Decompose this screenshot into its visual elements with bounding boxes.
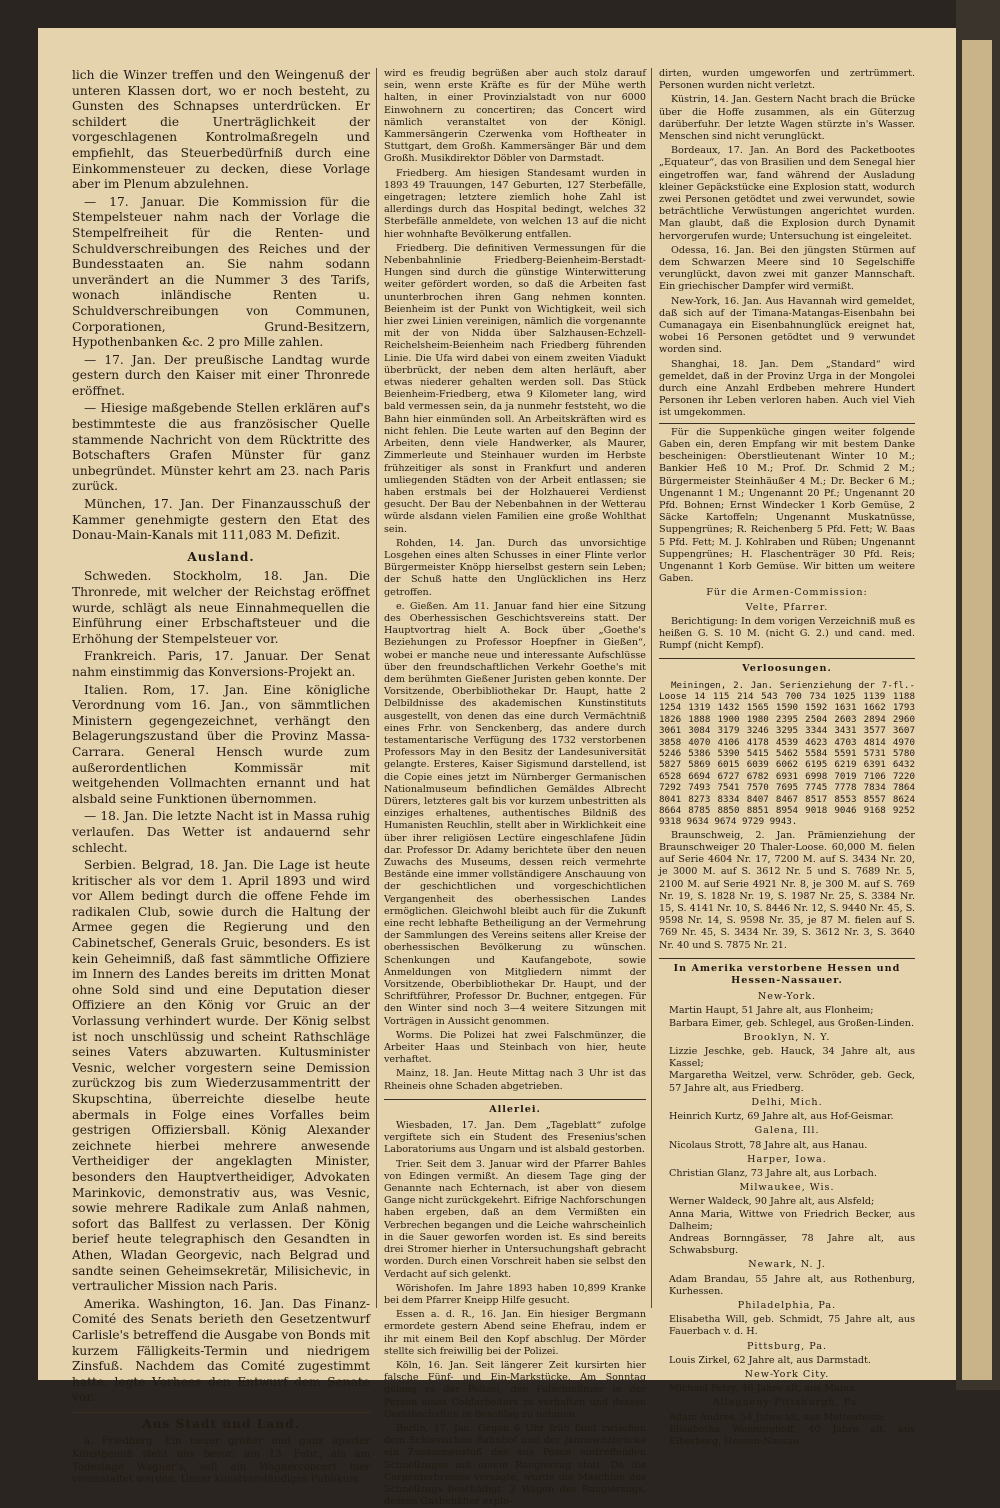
donation-notice [659, 423, 915, 653]
adjacent-page-edge [956, 0, 1000, 1390]
paragraph: Braunschweig, 2. Jan. Prämienziehung der Braunschweiger 20 Thaler-Loose. 60,000 M. fielen auf Serie 4604 Nr. 17, 7200 M. auf S. 3434 Nr. 20, je 3000 M. auf S. 3612 Nr. 5 und S. 7689 Nr. 5, 2100 M. auf Serie 4921 Nr. 8, je 300 M. auf S. 769 Nr. 19, S. 1828 Nr. 19, S. 1987 Nr. 25, S. 3384 Nr. 15, S. 4141 Nr. 10, S. 8446 Nr. 12, S. 9440 Nr. 45, S. 9598 Nr. 14, S. 9598 Nr. 35, je 87 M. fielen auf S. 769 Nr. 45, S. 3434 Nr. 39, S. 3612 Nr. 3, S. 3640 Nr. 40 und S. 7875 Nr. 21. [659, 829, 915, 951]
paragraph: Essen a. d. R., 16. Jan. Ein hiesiger Bergmann ermordete gestern Abend seine Ehefrau, indem er ihr mit einem Beil den Kopf abschlug. Der Mörder stellte sich freiwillig bei der Polizei. [384, 1309, 646, 1357]
place-heading: Harper, Iowa. [747, 1153, 827, 1165]
obituary-entry: Michael Petry, 46 Jahre alt, aus Mainz. [669, 1383, 858, 1395]
obituary-entry: Lizzie Jeschke, geb. Hauck, 34 Jahre alt, aus Kassel; [669, 1046, 915, 1070]
place-heading: Pittsburg, Pa. [746, 1340, 828, 1352]
column-2 [384, 68, 646, 1508]
obituary-entry: Christian Glanz, 73 Jahre alt, aus Lorbach. [669, 1167, 877, 1179]
paragraph: Friedberg. Die definitiven Vermessungen für die Nebenbahnlinie Friedberg-Beienheim-Berstadt-Hungen sind durch die günstige Winterwitterung weiter gefördert worden, so daß die Arbeiten fast ununterbrochen ihren Gang nehmen konnten. Beienheim ist der Punkt von Wichtigkeit, weil sich hier zwei Linien vereinigen, nämlich die vorgenannte mit der von Nidda über Salzhausen-Echzell-Reichelsheim-Beienheim nach Friedberg führenden Linie. Die Ufa wird dabei von einem zweiten Viadukt überbrückt, der neben dem alten herläuft, aber etwas niederer gehalten werden soll. Das Stück Beienheim-Friedberg, etwa 9 Kilometer lang, wird bald vermessen sein, da ja nunmehr feststeht, wo die Bahn hier einmünden soll. An Arbeitskräften wird es nicht fehlen. Die Leute warten auf den Beginn der Arbeiten, denn viele Handwerker, als Maurer, Zimmerleute und Steinhauer wurden im Herbste frühzeitiger als sonst in Frankfurt und anderen umliegenden Städten von der Arbeit entlassen; sie haben erstmals bei der Holzhauerei Verdienst gesucht. Der Bau der Nebenbahnen in der Wetterau würde alsdann vielen Familien eine große Wohlthat sein. [384, 242, 646, 535]
column-divider [376, 68, 377, 1308]
obituary-entry: Adam Brandau, 55 Jahre alt, aus Rothenburg, Kurhessen. [669, 1273, 915, 1297]
section-heading-stadt-land: Aus Stadt und Land. [72, 1412, 370, 1433]
next-page-strip [962, 40, 992, 1380]
paragraph: Trier. Seit dem 3. Januar wird der Pfarrer Bahles von Edingen vermißt. An diesem Tage ging der Genannte nach Echternach, ist aber von diesem Gange nicht zurückgekehrt. Eifrige Nachforschungen haben ergeben, daß an dem Vermißten ein Verbrechen begangen und die Leiche wahrscheinlich in die Sauer geworfen worden ist. Es sind bereits drei Stromer hierher in Untersuchungshaft gebracht worden. Durch einen Vorschreit haben sie selbst den Verdacht auf sich gelenkt. [384, 1158, 646, 1280]
obituary-entry: Elisabetha Will, geb. Schmidt, 75 Jahre alt, aus Fauerbach v. d. H. [669, 1314, 915, 1338]
place-heading: New-York. [757, 991, 817, 1003]
section-heading-amerika: In Amerika verstorbene Hessen und Hessen-Nassauer. [659, 958, 915, 987]
section-heading-verloosungen: Verloosungen. [659, 658, 915, 675]
obituary-entry: Margaretha Weitzel, verw. Schröder, geb. Geck, 57 Jahre alt, aus Friedberg. [669, 1070, 915, 1094]
paragraph: Berlin, 17. Jan. Gegen 6 Uhr früh fand zwischen dem Schlesischen Bahnhof und der Jannowitzbrücke ein Zusammenstoß des aus Posen eintreffenden Schnellzuges mit einem Rangierzug statt. Da die Carpenterbremse versagte, wurde die Maschine des Schnellzugs beschädigt. 2 Wagen des Rangierzugs, dessen Gasbehälter explo- [384, 1422, 646, 1508]
paragraph: wird es freudig begrüßen aber auch stolz darauf sein, wenn erste Kräfte es für der Mühe werth halten, in einer Provinzialstadt von nur 6000 Einwohnern zu concertiren; das Concert wird nämlich veranstaltet von der Königl. Kammersängerin Czerwenka vom Hoftheater in Stuttgart, dem Großh. Kammersänger Bär und dem Großh. Musikdirektor Döbler von Darmstadt. [384, 68, 646, 165]
signature-line: Für die Armen-Commission: [706, 587, 868, 599]
obituary-entry: Martin Haupt, 51 Jahre alt, aus Flonheim; [669, 1005, 874, 1017]
paragraph: dirten, wurden umgeworfen und zertrümmert. Personen wurden nicht verletzt. [659, 68, 915, 92]
obituary-entry: Andreas Bornngässer, 78 Jahre alt, aus Schwabsburg. [669, 1232, 915, 1257]
obituary-entry: Louis Zirkel, 62 Jahre alt, aus Darmstadt. [669, 1354, 871, 1366]
paragraph: — 17. Jan. Der preußische Landtag wurde gestern durch den Kaiser mit einer Thronrede eröffnet. [72, 352, 370, 398]
paragraph: Bordeaux, 17. Jan. An Bord des Packetbootes „Equateur“, das von Brasilien und dem Senegal hier eingetroffen war, fand während der Ausladung kleiner Gepäckstücke eine Explosion statt, wodurch zwei Personen getödtet und zwei verwundet, sowie beträchtliche Verwüstungen angerichtet wurden. Man glaubt, daß die Explosion durch Dynamit hervorgerufen wurde; Untersuchung ist eingeleitet. [659, 145, 915, 242]
paragraph: Serbien. Belgrad, 18. Jan. Die Lage ist heute kritischer als vor dem 1. April 1893 und wird vor Allem bedingt durch die offene Fehde im radikalen Club, sowie durch die Haltung der Armee gegen die Regierung und den Cabinetschef, Generals Gruic, besonders. Es ist kein Geheimniß, daß fast sämmtliche Offiziere im Innern des Landes bereits im dritten Monat ohne Sold sind und eine Deputation dieser Offiziere an den König vor Gruic an der Vorlassung verhindert wurde. Der König selbst ist noch unschlüssig und scheint Rathschläge seines Vaters abzuwarten. Kultusminister Vesnic, welcher vorgestern seine Demission zurückzog bis zum Wiederzusammentritt der Skupschtina, überreichte dieselbe heute abermals in Folge eines Vorfalles beim gestrigen Offiziersball. König Alexander zeichnete hierbei mehrere anwesende Vertheidiger der angeklagten Minister, besonders den Hauptvertheidiger, Advokaten Marinkovic, demonstrativ aus, was Vesnic, sowie mehrere Radikale zum Anlaß nahmen, sofort das Ballfest zu verlassen. Der König berief heute telegraphisch den Gesandten in Athen, Wladan Georgevic, nach Belgrad und sandte seinen Geheimsekretär, Milisichevic, in vertraulicher Mission nach Paris. [72, 858, 370, 1294]
paragraph: — 18. Jan. Die letzte Nacht ist in Massa ruhig verlaufen. Das Wetter ist andauernd sehr schlecht. [72, 809, 370, 855]
column-3 [659, 68, 915, 1447]
paragraph: Worms. Die Polizei hat zwei Falschmünzer, die Arbeiter Haas und Steinbach von hier, heute verhaftet. [384, 1029, 646, 1066]
obituary-entry: Barbara Eimer, geb. Schlegel, aus Großen-Linden. [669, 1017, 915, 1029]
paragraph: Frankreich. Paris, 17. Januar. Der Senat nahm einstimmig das Konversions-Projekt an. [72, 649, 370, 679]
paragraph: Wiesbaden, 17. Jan. Dem „Tageblatt“ zufolge vergiftete sich ein Student des Fresenius'schen Laboratoriums aus Ungarn und ist alsbald gestorben. [384, 1120, 646, 1156]
paragraph: lich die Winzer treffen und den Weingenuß der unteren Klassen dort, wo er noch besteht, zu Gunsten des Schnapses unterdrücken. Er schildert die Unerträglichkeit der vorgeschlagenen Kontrolmaßregeln und empfiehlt, das Steuerbedürfniß durch eine Einkommensteuer zu decken, diese Vorlage aber im Plenum abzulehnen. [72, 68, 370, 192]
paragraph: a. Friedberg. Ein neuer großer und ganz aparter Kunstgenuß steht uns bevor: am 13. Febr., als am Todestage Wagner's, soll ein Wagnerconcert hier veranstaltet werden. Unser kunstverständiges Publikum [72, 1436, 370, 1486]
paragraph: Mainz, 18. Jan. Heute Mittag nach 3 Uhr ist das Rheineis ohne Schaden abgetrieben. [384, 1068, 646, 1092]
paragraph: Berichtigung: In dem vorigen Verzeichniß muß es heißen G. S. 10 M. (nicht G. 2.) und cand. med. Rumpf (nicht Kempf). [659, 615, 915, 652]
place-heading: Milwaukee, Wis. [739, 1182, 835, 1194]
newspaper-page [38, 28, 956, 1508]
paragraph: Rohden, 14. Jan. Durch das unvorsichtige Losgehen eines alten Schusses in einer Flinte verlor Bürgermeister Knöpp hierselbst gestern sein Leben; der Schuß hatte den Unglücklichen ins Herz getroffen. [384, 537, 646, 598]
obituary-entry: Heinrich Kurtz, 69 Jahre alt, aus Hof-Geismar. [669, 1111, 894, 1123]
paragraph: New-York, 16. Jan. Aus Havannah wird gemeldet, daß sich auf der Timana-Matangas-Eisenbahn bei Cumanagaya ein Eisenbahnunglück ereignet hat, wobei 16 Personen getödtet und 9 verwundet worden sind. [659, 295, 915, 356]
obituary-entry: Werner Waldeck, 90 Jahre alt, aus Alsfeld; [669, 1196, 875, 1208]
place-heading: Allegheny-Pittsburgh, Pa. [712, 1397, 862, 1409]
paragraph: München, 17. Jan. Der Finanzausschuß der Kammer genehmigte gestern den Etat des Donau-Main-Kanals mit 111,083 M. Defizit. [72, 497, 370, 543]
paragraph: Schweden. Stockholm, 18. Jan. Die Thronrede, mit welcher der Reichstag eröffnet wurde, schlägt als neue Einnahmequellen die Einführung einer Erbschaftsteuer und die Erhöhung der Stempelsteuer vor. [72, 569, 370, 646]
place-heading: Newark, N. J. [748, 1259, 826, 1271]
paragraph: Für die Suppenküche gingen weiter folgende Gaben ein, deren Empfang wir mit bestem Danke bescheinigen: Oberstlieutenant Winter 10 M.; Bankier Heß 10 M.; Prof. Dr. Schmid 2 M.; Bürgermeister Steinhäußer 4 M.; Dr. Becker 6 M.; Ungenannt 1 M.; Ungenannt 20 Pf.; Ungenannt 20 Pfd. Bohnen; Ernst Windecker 1 Korb Gemüse, 2 Säcke Kartoffeln; Ungenannt Muskatnüsse, Suppengrünes; R. Reichenberg 5 Pfd. Fett; W. Baas 5 Pfd. Fett; M. J. Kohlraben und Rüben; Ungenannt Suppengrünes; H. Flaschenträger 30 Pfd. Reis; Ungenannt 1 Korb Gemüse. Wir bitten um weitere Gaben. [659, 426, 915, 585]
paragraph: — 17. Januar. Die Kommission für die Stempelsteuer nahm nach der Vorlage die Stempelfreiheit für die Renten- und Schuldverschreibungen des Reiches und der Bundesstaaten an. Sie nahm sodann unverändert an die Nummer 3 des Tarifs, wonach inländische Renten u. Schuldverschreibungen von Communen, Corporationen, Grund-Besitzern, Hypothenbanken &c. 2 pro Mille zahlen. [72, 194, 370, 350]
section-heading-ausland: Ausland. [187, 549, 255, 564]
place-heading: New-York City. [744, 1368, 830, 1380]
obituary-entry: Elisabetha Wenninghoff, 40 Jahre alt, aus Elberberg, Hessen-Nassau. [669, 1423, 915, 1447]
paragraph: Küstrin, 14. Jan. Gestern Nacht brach die Brücke über die Hoffe zusammen, als ein Güterzug darüberfuhr. Der letzte Wagen stürzte in's Wasser. Menschen sind nicht verunglückt. [659, 94, 915, 143]
place-heading: Brooklyn, N. Y. [743, 1031, 831, 1043]
column-1 [72, 68, 370, 1486]
lottery-numbers: Meiningen, 2. Jan. Serienziehung der 7-fl.-Loose 14 115 214 543 700 734 1025 1139 1188 1254 1319 1432 1565 1590 1592 1631 1662 1793 1826 1888 1900 1980 2395 2504 2603 2894 2960 3061 3084 3179 3246 3295 3344 3431 3577 3607 3858 4070 4106 4178 4539 4623 4703 4814 4970 5246 5386 5390 5415 5462 5584 5591 5731 5780 5827 5869 6015 6039 6062 6195 6219 6391 6432 6528 6694 6727 6782 6931 6998 7019 7106 7220 7292 7493 7541 7570 7695 7745 7778 7834 7864 8041 8273 8334 8407 8467 8517 8553 8557 8624 8664 8785 8850 8851 8954 9018 9046 9168 9252 9318 9634 9674 9729 9943. [659, 679, 915, 828]
column-divider [651, 68, 652, 1308]
paragraph: Shanghai, 18. Jan. Dem „Standard“ wird gemeldet, daß in der Provinz Urga in der Mongolei durch eine Anzahl Erdbeben mehrere Hundert Personen ihr Leben verloren haben. Auch viel Vieh ist umgekommen. [659, 358, 915, 419]
place-heading: Delhi, Mich. [751, 1096, 823, 1108]
paragraph: Odessa, 16. Jan. Bei den jüngsten Stürmen auf dem Schwarzen Meere sind 10 Segelschiffe verunglückt, davon zwei mit ganzer Mannschaft. Ein griechischer Dampfer wird vermißt. [659, 244, 915, 293]
paragraph: Friedberg. Am hiesigen Standesamt wurden in 1893 49 Trauungen, 147 Geburten, 127 Sterbefälle, eingetragen; letztere ziemlich hohe Zahl ist allerdings durch das Hospital bedingt, welches 32 Sterbefälle anmeldete, von welchen 13 auf die nicht hier wohnhafte Bevölkerung entfallen. [384, 167, 646, 240]
place-heading: Galena, Ill. [754, 1125, 820, 1137]
paragraph: Amerika. Washington, 16. Jan. Das Finanz-Comité des Senats berieth den Gesetzentwurf Carlisle's betreffend die Ausgabe von Bonds mit kurzem Fälligkeits-Termin und niedrigem Zinsfuß. Nachdem das Comité zugestimmt hatte, legte Vorhees den Entwurf dem Senate vor. [72, 1296, 370, 1405]
place-heading: Philadelphia, Pa. [737, 1299, 837, 1311]
paragraph: Köln, 16. Jan. Seit längerer Zeit kursirten hier falsche Fünf- und Ein-Markstücke. Am Sonntag gelang es der Polizei, den Falschmünzer in der Person eines Goldarbeiters zu verhaften und dessen Geräthschaften in Beschlag zu nehmen. [384, 1359, 646, 1420]
paragraph: e. Gießen. Am 11. Januar fand hier eine Sitzung des Oberhessischen Geschichtsvereins statt. Der Hauptvortrag hielt A. Bock über „Goethe's Beziehungen zu Professor Hoepfner in Gießen“, wobei er manche neue und interessante Aufschlüsse über den freundschaftlichen Verkehr Goethe's mit dem berühmten Gießener Juristen geben konnte. Der Vorsitzende, Oberbibliothekar Dr. Haupt, hatte 2 Delbildnisse des akademischen Kunstinstituts ausgestellt, von denen das eine durch Vermächtniß eines Frhr. von Senckenberg, das andere durch testamentarische Verfügung des 1732 verstorbenen Professors May in den Besitz der Landesuniversität gelangte. Ersteres, Kaiser Sigismund darstellend, ist die Copie eines jetzt im Nürnberger Germanischen Nationalmuseum befindlichen Gemäldes Albrecht Dürers, letzteres galt bis vor kurzem unbestritten als einziges erhaltenes, authentisches Bildniß des Humanisten Reuchlin, stellt aber in Wirklichkeit eine über ihrer religiösen Lectüre eingeschlafene Jüdin dar. Professor Dr. Adamy berichtete über den neuen Zuwachs des Museums, dessen reich vermehrte Bestände eine immer vollständigere Anschauung von der geschichtlichen und vorgeschichtlichen Vergangenheit des oberhessischen Landes ermöglichen. Gleichwohl bleibt auch für die Zukunft eine recht lebhafte Betheiligung an der Vermehrung der Sammlungen des Vereins seitens aller Kreise der oberhessischen Bevölkerung zu wünschen. Schenkungen und Kaufangebote, sowie Anmeldungen von Mitgliedern nimmt der Vorsitzende, Oberbibliothekar Dr. Haupt, und der Schriftführer, Professor Dr. Buchner, entgegen. Für den Winter sind noch 3—4 weitere Sitzungen mit Vorträgen in Aussicht genommen. [384, 600, 646, 1027]
paragraph: — Hiesige maßgebende Stellen erklären auf's bestimmteste die aus französischer Quelle stammende Nachricht von dem Rücktritte des Botschafters Grafen Münster für ganz unbegründet. Münster kehrt am 23. nach Paris zurück. [72, 401, 370, 494]
obituary-entry: Nicolaus Strott, 78 Jahre alt, aus Hanau. [669, 1139, 868, 1151]
paragraph: Italien. Rom, 17. Jan. Eine königliche Verordnung vom 16. Jan., von sämmtlichen Ministern gegengezeichnet, verhängt den Belagerungszustand über die Provinz Massa-Carrara. General Hensch wurde zum außerordentlichen Kommissär mit weitgehenden Vollmachten ernannt und hat alsbald seine Funktionen übernommen. [72, 682, 370, 806]
obituary-entry: Anna Maria, Wittwe von Friedrich Becker, aus Dalheim; [669, 1208, 915, 1232]
obituary-entry: Adam Andres, 54 Jahre alt, aus Mettenheim; [669, 1411, 886, 1423]
paragraph: Wörishofen. Im Jahre 1893 haben 10,899 Kranke bei dem Pfarrer Kneipp Hilfe gesucht. [384, 1282, 646, 1306]
section-heading-allerlei: Allerlei. [384, 1099, 646, 1116]
signature-name: Velte, Pfarrer. [745, 601, 829, 613]
